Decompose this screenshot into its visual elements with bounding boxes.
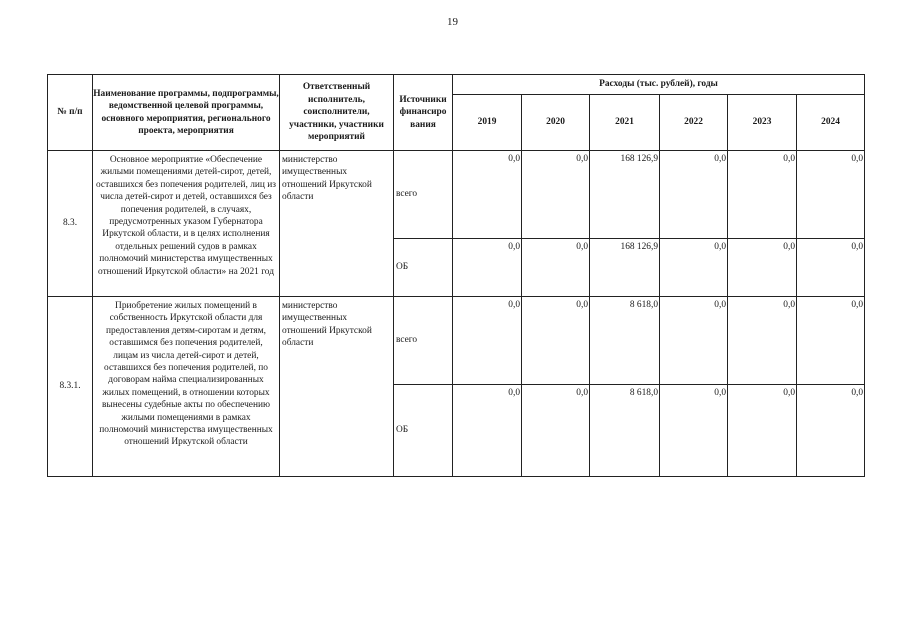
expense-value: 8 618,0 <box>590 297 660 385</box>
table-row <box>48 151 865 239</box>
expense-value: 0,0 <box>728 239 797 297</box>
expense-value: 0,0 <box>660 151 728 239</box>
header-source: Источники финансиро вания <box>394 75 453 151</box>
expense-value: 0,0 <box>660 297 728 385</box>
measure-name: Приобретение жилых помещений в собственность Иркутской области для предоставления детям-сиротам и детям, оставшимся без попечения родителей, лицам из числа детей-сирот и детей, оставшихся без попечения родителей, по договорам найма специализированных жилых помещений, в отношении которых вынесены судебные акты по обеспечению жилыми помещениями в рамках полномочий министерства имущественных отношений Иркутской области <box>93 297 280 477</box>
header-year: 2021 <box>590 95 660 151</box>
expense-value: 0,0 <box>660 385 728 477</box>
expense-value: 8 618,0 <box>590 385 660 477</box>
expense-value: 0,0 <box>522 151 590 239</box>
funding-source: всего <box>394 297 453 385</box>
page-number: 19 <box>447 16 458 28</box>
executor-cell: министерство имущественных отношений Иркутской области <box>280 297 394 477</box>
expense-value: 0,0 <box>797 297 865 385</box>
row-number: 8.3. <box>48 151 93 297</box>
header-executor: Ответственный исполнитель, соисполнители, участники, участники мероприятий <box>280 75 394 151</box>
expense-value: 0,0 <box>522 239 590 297</box>
table-row <box>48 297 865 385</box>
expense-value: 0,0 <box>522 385 590 477</box>
header-expenses: Расходы (тыс. рублей), годы <box>453 75 865 95</box>
row-number: 8.3.1. <box>48 297 93 477</box>
funding-source: всего <box>394 151 453 239</box>
expense-value: 0,0 <box>453 385 522 477</box>
expense-value: 0,0 <box>728 297 797 385</box>
expense-value: 0,0 <box>453 239 522 297</box>
executor-cell: министерство имущественных отношений Иркутской области <box>280 151 394 297</box>
expense-value: 0,0 <box>453 151 522 239</box>
header-name: Наименование программы, подпрограммы, ведомственной целевой программы, основного мероприятия, регионального проекта, мероприятия <box>93 75 280 151</box>
funding-source: ОБ <box>394 385 453 477</box>
header-year: 2020 <box>522 95 590 151</box>
header-year: 2023 <box>728 95 797 151</box>
header-year: 2024 <box>797 95 865 151</box>
funding-source: ОБ <box>394 239 453 297</box>
expense-value: 0,0 <box>453 297 522 385</box>
expense-value: 168 126,9 <box>590 151 660 239</box>
header-year: 2022 <box>660 95 728 151</box>
expense-value: 0,0 <box>797 385 865 477</box>
budget-table <box>47 74 865 477</box>
expense-value: 0,0 <box>728 151 797 239</box>
expense-value: 0,0 <box>797 239 865 297</box>
expense-value: 0,0 <box>728 385 797 477</box>
expense-value: 0,0 <box>522 297 590 385</box>
header-num: № п/п <box>48 75 93 151</box>
expense-value: 0,0 <box>797 151 865 239</box>
header-year: 2019 <box>453 95 522 151</box>
expense-value: 0,0 <box>660 239 728 297</box>
expense-value: 168 126,9 <box>590 239 660 297</box>
measure-name: Основное мероприятие «Обеспечение жилыми помещениями детей-сирот, детей, оставшихся без попечения родителей, лиц из числа детей-сирот и детей, оставшихся без попечения родителей, в случаях, предусмотренных указом Губернатора Иркутской области, и в целях исполнения отдельных решений судов в рамках полномочий министерства имущественных отношений Иркутской области» на 2021 год <box>93 151 280 297</box>
